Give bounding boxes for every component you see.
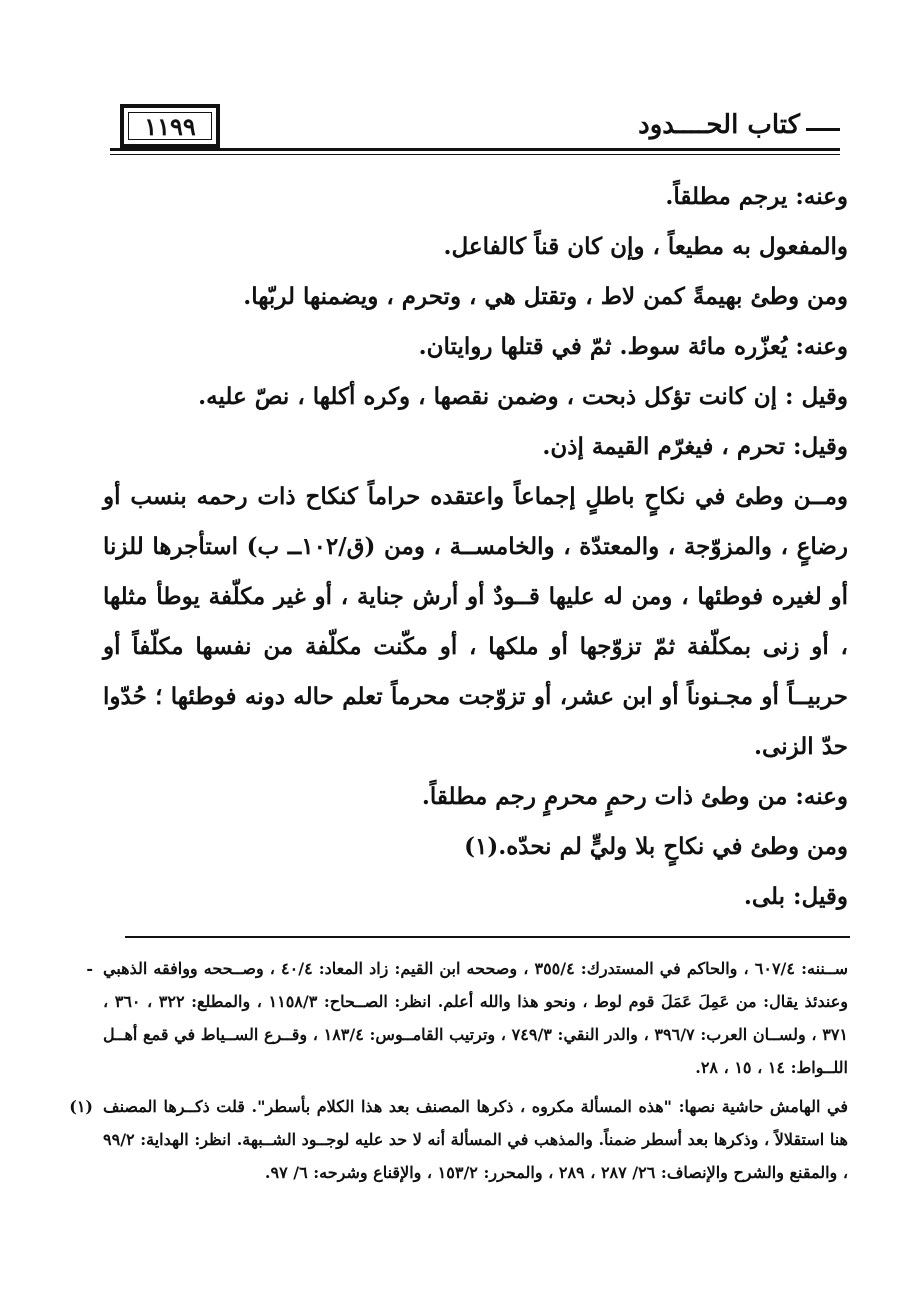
text-paragraph [103, 472, 848, 772]
footnote-separator [125, 936, 850, 938]
line-lead: وعنه: [795, 333, 848, 360]
line-text: من وطئ ذات رحمٍ محرمٍ رجم مطلقاً. [421, 783, 796, 810]
footnote [69, 1090, 848, 1189]
line-text: بلى. [743, 883, 794, 910]
text-line [103, 822, 848, 872]
line-text: يرجم مطلقاً. [665, 183, 796, 210]
header-dash [806, 128, 840, 131]
page-number-box [120, 104, 220, 148]
header-rule [110, 148, 840, 151]
line-text: ومن وطئ في نكاحٍ بلا وليٍّ لم نحدّه.(١) [464, 833, 848, 860]
line-lead: وقيل: [793, 433, 848, 460]
text-line [103, 872, 848, 922]
text-line [103, 372, 848, 422]
line-lead: وعنه: [795, 183, 848, 210]
running-title: كتاب الحــــدود [638, 110, 800, 140]
text-line [103, 322, 848, 372]
page-header [100, 100, 840, 160]
footnote-text: في الهامش حاشية نصها: "هذه المسألة مكروه ، ذكرها المصنف بعد هذا الكلام بأسطر". قلت ذكــرها المصنف هنا استقلالاً ، وذكرها بعد أسطر ضمناً. والمذهب في المسألة أنه لا حد عليه لوجــود الشــبهة. انظر: الهداية: ٩٩/٢ ، والمقنع والشرح والإنصاف: ٢٦/ ٢٨٧ ، ٢٨٩ ، والمحرر: ١٥٣/٢ ، والإقناع وشرحه: ٦/ ٩٧. [103, 1097, 848, 1182]
line-text: والمفعول به مطيعاً ، وإن كان قناً كالفاعل. [443, 233, 848, 260]
line-lead: وعنه: [795, 783, 848, 810]
line-text: إن كانت تؤكل ذبحت ، وضمن نقصها ، وكره أكلها ، نصّ عليه. [198, 383, 786, 410]
header-rule-thin [110, 154, 840, 155]
footnote-text: ســننه: ٦٠٧/٤ ، والحاكم في المستدرك: ٣٥٥/٤ ، وصححه ابن القيم: زاد المعاد: ٤٠/٤ ، وصــححه ووافقه الذهبي وعندئذ يقال: من عَمِلَ عَمَلَ قوم لوط ، ونحو هذا والله أعلم. انظر: الصــحاح: ١١٥٨/٣ ، والمطلع: ٣٢٢ ، ٣٦٠ ، ٣٧١ ، ولســان العرب: ٣٩٦/٧ ، والدر النقي: ٧٤٩/٣ ، وترتيب القامــوس: ١٨٣/٤ ، وقــرع الســياط في قمع أهــل اللــواط: ١٤ ، ١٥ ، ٢٨. [103, 959, 849, 1077]
page-number: ١١٩٩ [144, 111, 196, 141]
text-line [103, 772, 848, 822]
footnote-marker: - [86, 959, 93, 978]
line-lead: وقيل : [785, 383, 848, 410]
footnote-marker: (١) [69, 1097, 93, 1116]
footnote [86, 952, 849, 1084]
main-text [103, 172, 848, 922]
line-text: يُعزّره مائة سوط. ثمّ في قتلها روايتان. [418, 333, 796, 360]
text-line [103, 222, 848, 272]
line-text: ومن وطئ بهيمةً كمن لاط ، وتقتل هي ، وتحرم ، ويضمنها لربّها. [243, 283, 848, 310]
text-line [103, 422, 848, 472]
text-line [103, 272, 848, 322]
line-text: ومــن وطئ في نكاحٍ باطلٍ إجماعاً واعتقده حراماً كنكاح ذات رحمه بنسب أو رضاعٍ ، والمزوّجة ، والمعتدّة ، والخامســة ، ومن (ق/١٠٢ــ ب) استأجرها للزنا أو لغيره فوطئها ، ومن له عليها قــودٌ أو أرش جناية ، أو غير مكلّفة يوطأ مثلها ، أو زنى بمكلّفة ثمّ تزوّجها أو ملكها ، أو مكّنت مكلّفة من نفسها مكلّفاً أو حربيــاً أو مجـنوناً أو ابن عشر، أو تزوّجت محرماً تعلم حاله دونه فوطئها ؛ حُدّوا حدّ الزنى. [103, 483, 848, 760]
line-lead: وقيل: [793, 883, 848, 910]
line-text: تحرم ، فيغرّم القيمة إذن. [542, 433, 794, 460]
footnotes [69, 952, 849, 1195]
text-line [103, 172, 848, 222]
